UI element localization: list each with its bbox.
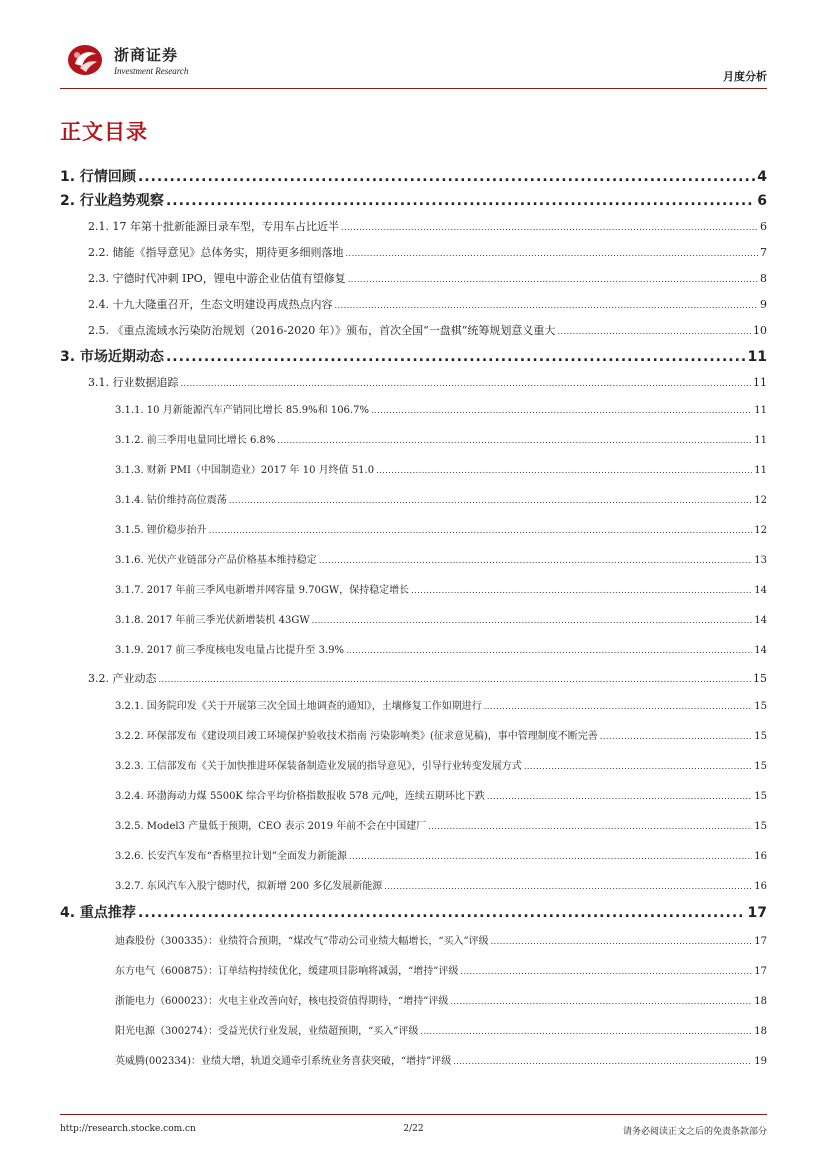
toc-leader <box>159 672 752 685</box>
toc-entry-label: 迪森股份（300335）：业绩符合预期，“煤改气”带动公司业绩大幅增长，“买入”评级 <box>115 936 489 947</box>
toc-page-number: 16 <box>754 881 767 892</box>
toc-entry[interactable] <box>60 218 767 234</box>
toc-leader <box>341 220 758 233</box>
toc-entry-label: 3.2.2. 环保部发布《建设项目竣工环境保护验收技术指南 污染影响类》(征求意见稿)，事中管理制度不断完善 <box>115 731 598 742</box>
toc-page-number: 14 <box>754 585 767 596</box>
footer-divider <box>60 1114 767 1115</box>
toc-entry-label: 2.5. 《重点流域水污染防治规划（2016-2020 年）》颁布，首次全国“一盘棋”统筹规划意义重大 <box>88 324 556 337</box>
page-title: 正文目录 <box>60 120 148 144</box>
toc-page-number: 7 <box>760 246 767 259</box>
toc-page-number: 17 <box>754 936 767 947</box>
toc-entry-label: 3.2.5. Model3 产量低于预期，CEO 表示 2019 年前不会在中国建厂 <box>115 821 427 832</box>
toc-leader <box>312 615 753 626</box>
toc-leader <box>209 525 752 536</box>
toc-page-number: 15 <box>754 761 767 772</box>
toc-page-number: 17 <box>747 905 767 921</box>
toc-page-number: 11 <box>754 405 767 416</box>
toc-entry-label: 2.4. 十九大隆重召开，生态文明建设再成热点内容 <box>88 298 333 311</box>
toc-entry-label: 4. 重点推荐 <box>60 905 136 921</box>
toc-entry[interactable] <box>60 757 767 772</box>
toc-entry-label: 3.2.1. 国务院印发《关于开展第三次全国土地调查的通知》，土壤修复工作如期进行 <box>115 701 482 712</box>
toc-leader <box>557 324 751 337</box>
brand-logo-icon <box>66 42 104 78</box>
toc-leader <box>348 272 758 285</box>
toc-entry[interactable] <box>60 1052 767 1067</box>
toc-entry[interactable] <box>60 491 767 506</box>
toc-entry[interactable] <box>60 581 767 596</box>
toc-leader <box>229 495 752 506</box>
toc-leader <box>319 555 752 566</box>
brand-subtitle: Investment Research <box>114 66 189 76</box>
toc-page-number: 11 <box>754 435 767 446</box>
toc-leader <box>277 435 752 446</box>
toc-entry[interactable] <box>60 670 767 686</box>
toc-entry-label: 东方电气（600875）：订单结构持续优化，缓建项目影响将减弱，“增持”评级 <box>115 966 459 977</box>
toc-entry[interactable] <box>60 521 767 536</box>
toc-entry-label: 3.2.4. 环渤海动力煤 5500K 综合平均价格指数报收 578 元/吨，连续五期环比下跌 <box>115 791 485 802</box>
toc-leader <box>346 645 752 656</box>
toc-leader <box>138 905 746 921</box>
toc-page-number: 18 <box>754 996 767 1007</box>
toc-entry[interactable] <box>60 847 767 862</box>
toc-entry-label: 阳光电源（300274）：受益光伏行业发展，业绩超预期，“买入”评级 <box>115 1026 419 1037</box>
toc-page-number: 15 <box>753 672 767 685</box>
toc-entry[interactable] <box>60 1022 767 1037</box>
toc-entry[interactable] <box>60 322 767 338</box>
toc-leader <box>371 405 752 416</box>
header-divider <box>60 88 767 89</box>
toc-leader <box>349 851 752 862</box>
toc-entry[interactable] <box>60 932 767 947</box>
toc-entry-label: 3.2.7. 东风汽车入股宁德时代，拟新增 200 多亿发展新能源 <box>115 881 383 892</box>
toc-entry-label: 3.1.5. 锂价稳步抬升 <box>115 525 207 536</box>
toc-leader <box>384 881 752 892</box>
toc-entry[interactable] <box>60 727 767 742</box>
toc-entry[interactable] <box>60 401 767 416</box>
toc-entry[interactable] <box>60 270 767 286</box>
toc-entry-label: 1. 行情回顾 <box>60 169 136 185</box>
toc-leader <box>487 791 752 802</box>
toc-entry-label: 英威腾(002334)：业绩大增，轨道交通牵引系统业务喜获突破，“增持”评级 <box>115 1056 452 1067</box>
toc-entry[interactable] <box>60 697 767 712</box>
toc-entry-label: 浙能电力（600023）：火电主业改善向好，核电投资值得期待，“增持”评级 <box>115 996 449 1007</box>
toc-entry[interactable] <box>60 346 767 366</box>
toc-page-number: 12 <box>754 495 767 506</box>
toc-entry[interactable] <box>60 244 767 260</box>
toc-page-number: 15 <box>754 731 767 742</box>
toc-page-number: 19 <box>754 1056 767 1067</box>
brand-name: 浙商证券 <box>114 46 179 64</box>
toc-entry[interactable] <box>60 190 767 210</box>
toc-entry[interactable] <box>60 902 767 922</box>
toc-entry[interactable] <box>60 962 767 977</box>
toc-leader <box>411 585 752 596</box>
toc-entry-label: 2.1. 17 年第十批新能源目录车型，专用车占比近半 <box>88 220 339 233</box>
toc-entry[interactable] <box>60 641 767 656</box>
toc-entry-label: 3.1.7. 2017 年前三季风电新增并网容量 9.70GW，保持稳定增长 <box>115 585 410 596</box>
toc-page-number: 17 <box>754 966 767 977</box>
toc-entry-label: 3.1. 行业数据追踪 <box>88 376 179 389</box>
toc-page-number: 6 <box>757 193 767 209</box>
toc-leader <box>524 761 752 772</box>
toc-entry[interactable] <box>60 374 767 390</box>
toc-page-number: 16 <box>754 851 767 862</box>
toc-entry-label: 3.2. 产业动态 <box>88 672 157 685</box>
footer-disclaimer: 请务必阅读正文之后的免责条款部分 <box>622 1127 767 1137</box>
toc-entry-label: 3.1.1. 10 月新能源汽车产销同比增长 85.9%和 106.7% <box>115 405 369 416</box>
toc-entry-label: 3.2.6. 长安汽车发布“香格里拉计划”全面发力新能源 <box>115 851 348 862</box>
page-header <box>60 38 767 90</box>
toc-leader <box>484 701 752 712</box>
toc-entry[interactable] <box>60 166 767 186</box>
toc-page-number: 10 <box>753 324 767 337</box>
toc-page-number: 15 <box>754 701 767 712</box>
footer-page-number: 2/22 <box>403 1124 424 1134</box>
toc-leader <box>460 966 752 977</box>
toc-entry-label: 3.1.9. 2017 前三季度核电发电量占比提升至 3.9% <box>115 645 345 656</box>
footer-url-link[interactable]: http://research.stocke.com.cn <box>60 1124 196 1134</box>
toc-leader <box>181 376 752 389</box>
toc-page-number: 11 <box>754 465 767 476</box>
toc-page-number: 9 <box>760 298 767 311</box>
toc-entry[interactable] <box>60 551 767 566</box>
toc-entry-label: 3.1.6. 光伏产业链部分产品价格基本维持稳定 <box>115 555 317 566</box>
toc-entry[interactable] <box>60 461 767 476</box>
report-type: 月度分析 <box>723 70 767 83</box>
toc-entry[interactable] <box>60 611 767 626</box>
toc-leader <box>166 349 746 365</box>
toc-entry[interactable] <box>60 992 767 1007</box>
toc-entry-label: 3. 市场近期动态 <box>60 349 164 365</box>
toc-page-number: 15 <box>754 821 767 832</box>
toc-page-number: 4 <box>757 169 767 185</box>
toc-entry-label: 3.1.3. 财新 PMI（中国制造业）2017 年 10 月终值 51.0 <box>115 465 375 476</box>
toc-page-number: 6 <box>760 220 767 233</box>
toc-entry[interactable] <box>60 431 767 446</box>
toc-entry[interactable] <box>60 296 767 312</box>
toc-leader <box>335 298 759 311</box>
toc-leader <box>428 821 752 832</box>
toc-leader <box>450 996 752 1007</box>
toc-leader <box>138 169 755 185</box>
toc-leader <box>491 936 753 947</box>
toc-entry[interactable] <box>60 787 767 802</box>
toc-page-number: 18 <box>754 1026 767 1037</box>
toc-leader <box>346 246 759 259</box>
toc-page-number: 14 <box>754 645 767 656</box>
toc-entry-label: 2.3. 宁德时代冲刺 IPO，锂电中游企业估值有望修复 <box>88 272 346 285</box>
toc-entry-label: 3.1.2. 前三季用电量同比增长 6.8% <box>115 435 276 446</box>
toc-page-number: 12 <box>754 525 767 536</box>
toc-page-number: 14 <box>754 615 767 626</box>
toc-entry-label: 3.1.4. 钴价维持高位震荡 <box>115 495 227 506</box>
toc-leader <box>376 465 752 476</box>
toc-leader <box>600 731 752 742</box>
toc-page-number: 11 <box>753 376 767 389</box>
toc-entry-label: 2.2. 储能《指导意见》总体务实，期待更多细则落地 <box>88 246 344 259</box>
toc-leader <box>420 1026 752 1037</box>
toc-leader <box>453 1056 752 1067</box>
toc-entry-label: 2. 行业趋势观察 <box>60 193 164 209</box>
toc-page-number: 11 <box>747 349 767 365</box>
toc-entry[interactable] <box>60 817 767 832</box>
toc-page-number: 13 <box>754 555 767 566</box>
toc-page-number: 15 <box>754 791 767 802</box>
toc-leader <box>166 193 755 209</box>
toc-page-number: 8 <box>760 272 767 285</box>
toc-entry-label: 3.2.3. 工信部发布《关于加快推进环保装备制造业发展的指导意见》，引导行业转变发展方式 <box>115 761 522 772</box>
toc-entry-label: 3.1.8. 2017 年前三季光伏新增装机 43GW <box>115 615 310 626</box>
toc-entry[interactable] <box>60 877 767 892</box>
